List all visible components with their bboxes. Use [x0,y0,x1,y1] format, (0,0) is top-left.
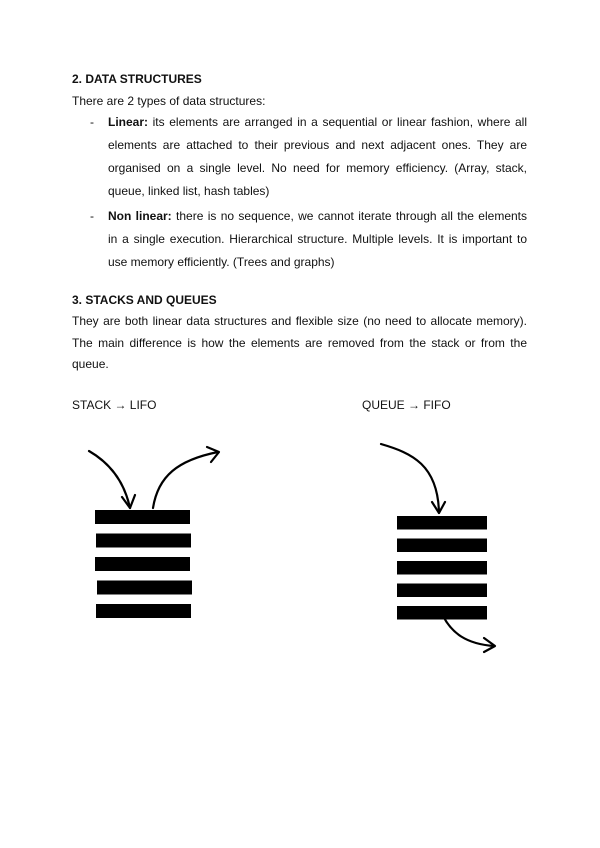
queue-element-bar [397,606,487,620]
stack-element-bar [96,534,191,548]
queue-element-bar [397,516,487,530]
stack-element-bar [96,604,191,618]
bullet-linear-body: its elements are arranged in a sequential or linear fashion, where all elements are attached to their previous and next adjacent ones. They are organised on a single level. No need for memory efficiency. (Array, stack, queue, linked list, hash tables) [108,115,527,198]
queue-label: QUEUE → FIFO [362,398,451,412]
queue-diagram [381,444,495,652]
stack-bars [95,510,192,618]
bullet-dash: - [90,209,94,223]
section-2-heading: 2. DATA STRUCTURES [72,72,202,86]
section-2-intro: There are 2 types of data structures: [72,94,266,108]
queue-element-bar [397,561,487,575]
stack-element-bar [97,581,192,595]
bullet-linear-term: Linear: [108,115,149,129]
queue-bars [397,516,487,620]
bullet-non-linear-term: Non linear: [108,209,172,223]
bullet-non-linear-body: there is no sequence, we cannot iterate through all the elements in a single execution. Hierarchical structure. Multiple levels. It is important to use memory efficiently. (Trees and graphs) [108,209,528,269]
queue-element-bar [397,584,487,598]
queue-dequeue-arrow [443,616,494,646]
queue-enqueue-arrow [381,444,439,513]
section-3-heading: 3. STACKS AND QUEUES [72,293,217,307]
stack-label: STACK → LIFO [72,398,157,412]
section-3-paragraph: They are both linear data structures and flexible size (no need to allocate memory). The main difference is how the elements are removed from the stack or from the queue. [72,314,527,371]
stack-element-bar [95,557,190,571]
stack-pop-arrow [153,452,218,508]
stack-diagram [89,447,219,618]
queue-element-bar [397,539,487,553]
stack-element-bar [95,510,190,524]
bullet-dash: - [90,115,94,129]
